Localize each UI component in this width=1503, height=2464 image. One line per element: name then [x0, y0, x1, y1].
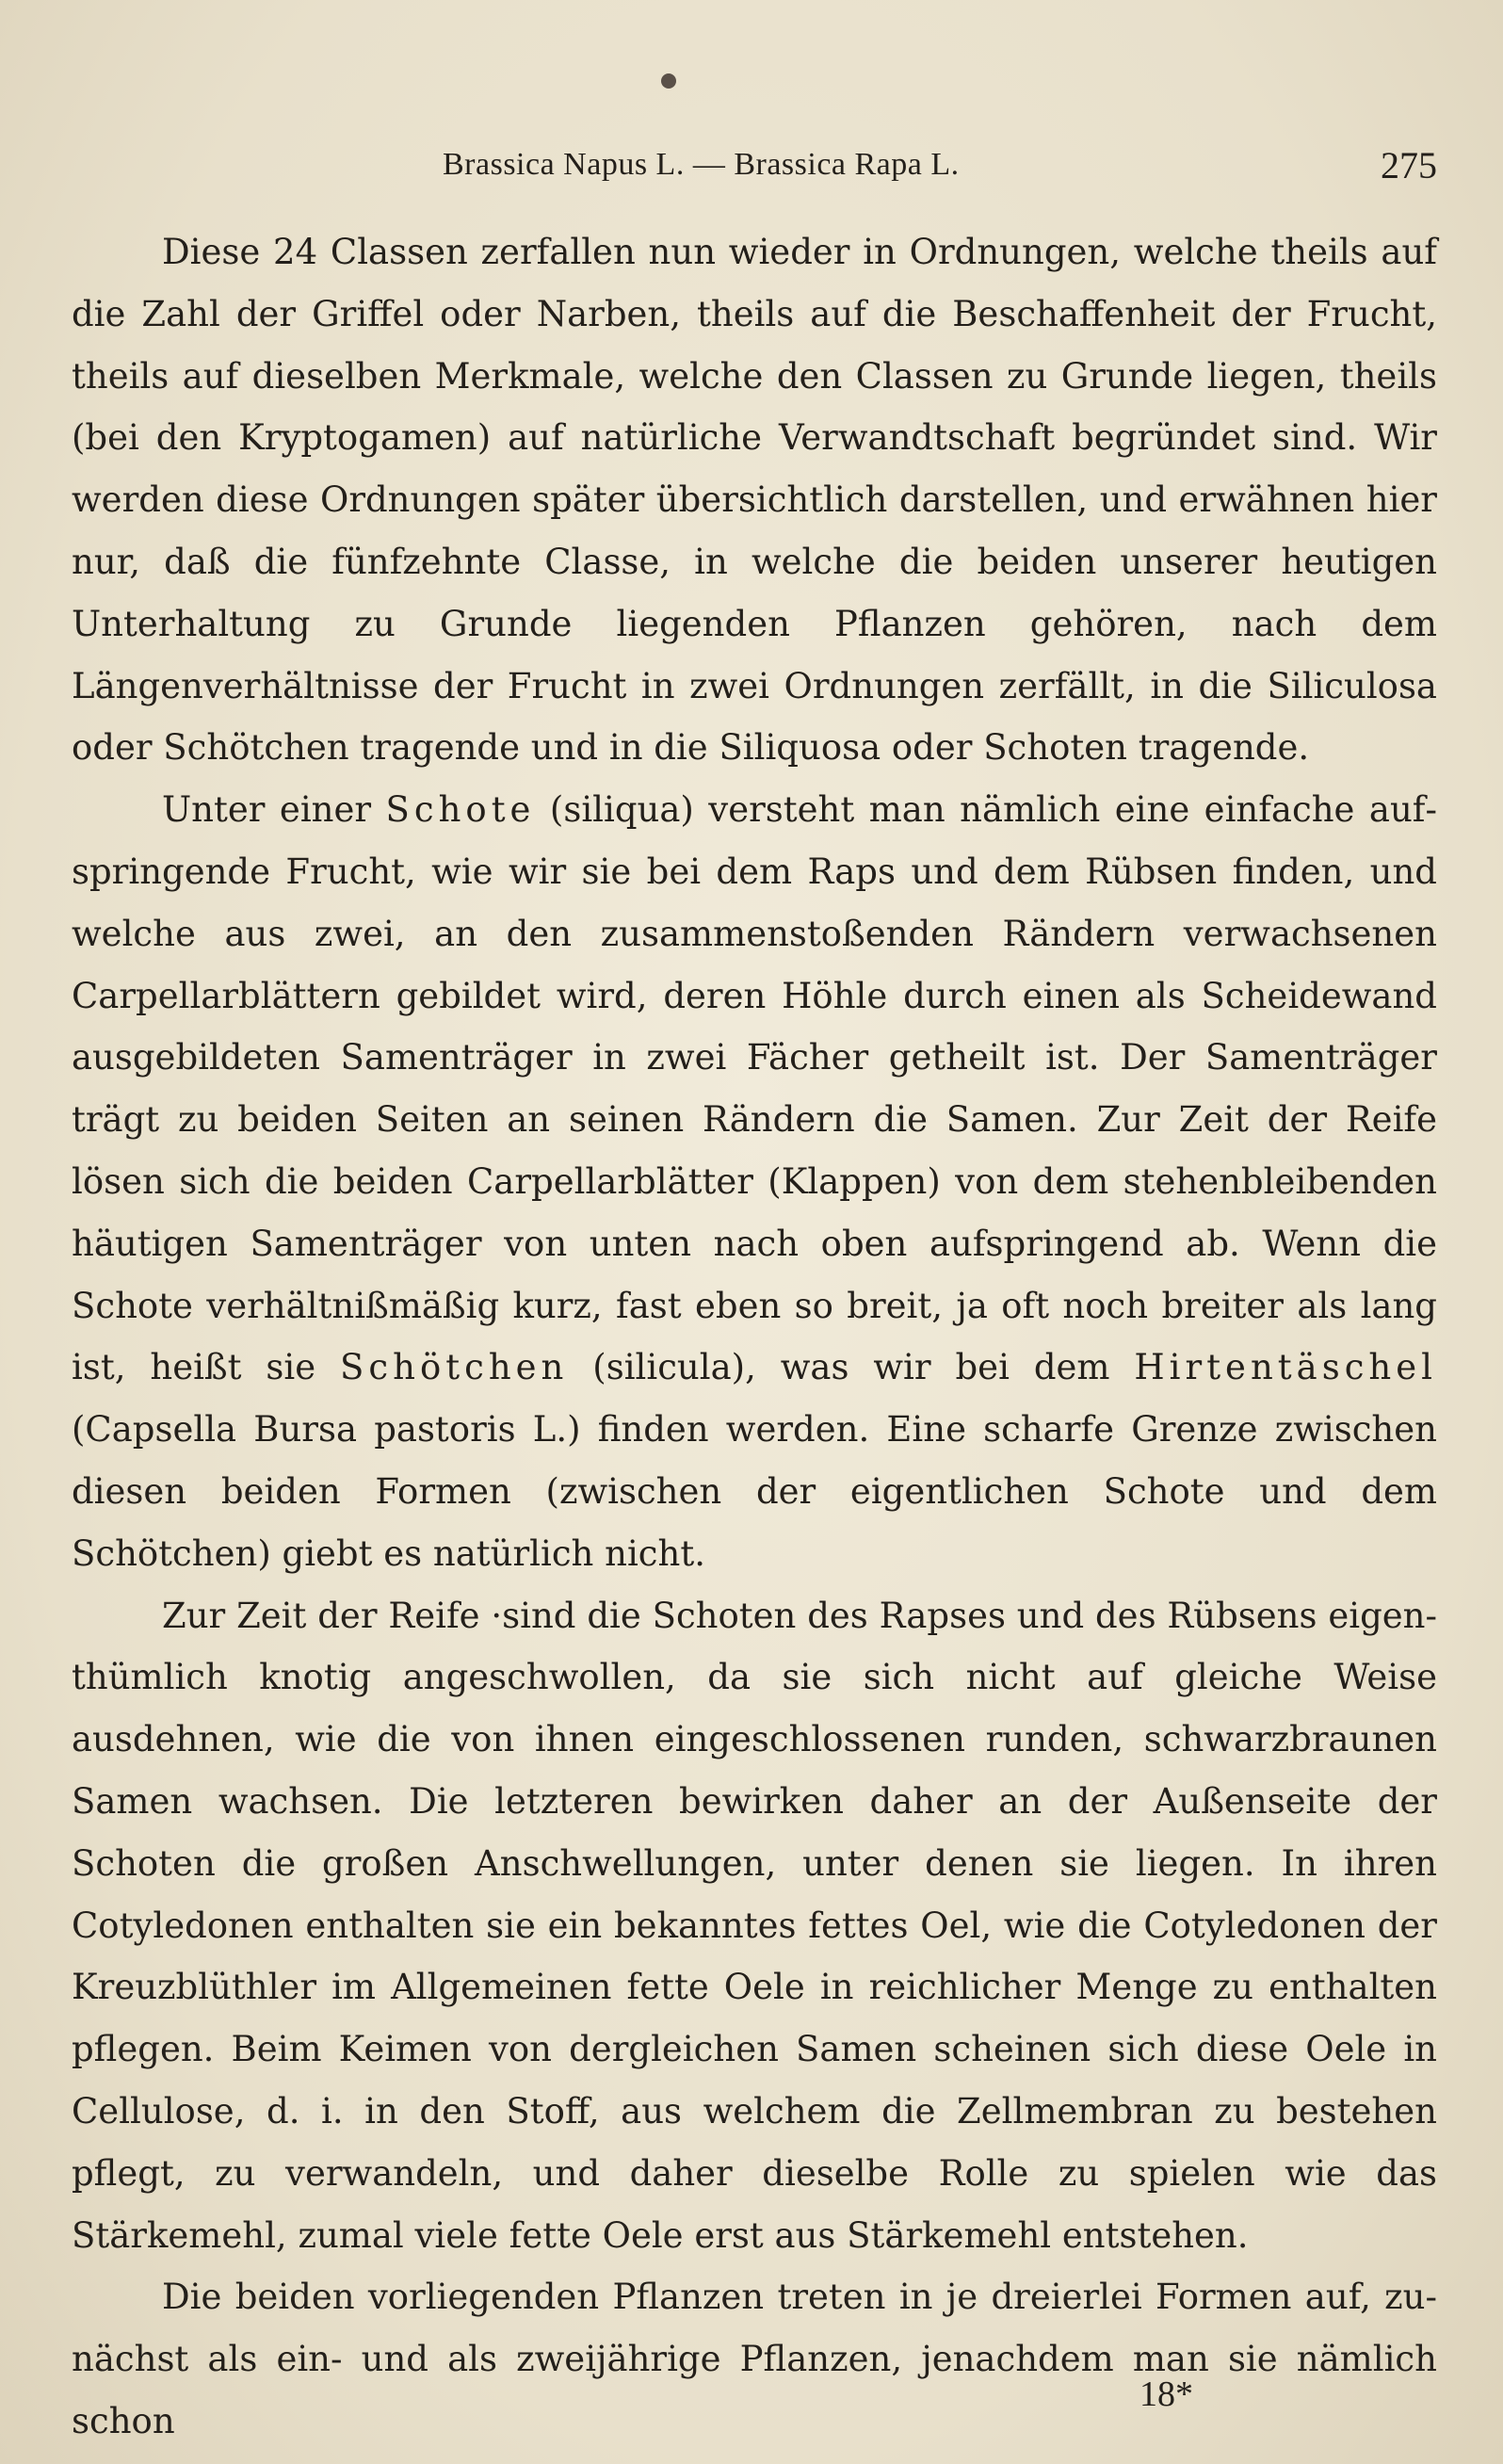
term-schote: Schote	[385, 789, 536, 831]
paragraph-4-text: Die beiden vorliegenden Pflanzen treten in je dreierlei Formen auf, zunächst als ein- und als zweijährige Pflanzen, jenachdem man sie nämlich schon	[72, 2277, 1437, 2441]
printer-signature: 18*	[1139, 2375, 1193, 2414]
paragraph-2-text-g: (Capsella Bursa pastoris L.) finden werden. Eine scharfe Grenze zwischen diesen beiden Formen (zwischen der eigentlichen Schote und dem Schötchen) giebt es natürlich nicht.	[72, 1409, 1437, 1574]
running-head: Brassica Napus L. — Brassica Rapa L.	[443, 147, 960, 182]
paragraph-2-text-a: Unter einer	[162, 789, 386, 831]
page-header	[0, 139, 1503, 196]
paragraph-3	[72, 1585, 1437, 2267]
paragraph-4	[72, 2266, 1437, 2452]
paragraph-2-text-e: (silicula), was wir bei dem	[568, 1347, 1135, 1388]
body-text	[72, 221, 1437, 2453]
paragraph-2-text-c: (siliqua) versteht man nämlich eine einfache aufspringende Frucht, wie wir sie bei dem Raps und dem Rübsen finden, und welche aus zwei, an den zusammenstoßenden Rändern verwachsenen Carpellarblättern gebildet wird, deren Höhle durch einen als Scheidewand ausgebildeten Samenträger in zwei Fächer getheilt ist. Der Samenträger trägt zu beiden Seiten an seinen Rändern die Samen. Zur Zeit der Reife lösen sich die beiden Carpellarblätter (Klappen) von dem stehenbleibenden häutigen Samenträger von unten nach oben aufspringend ab. Wenn die Schote verhältnißmäßig kurz, fast eben so breit, ja oft noch breiter als lang ist, heißt sie	[72, 789, 1437, 1388]
ink-blot-mark	[661, 73, 676, 89]
term-schoetchen: Schötchen	[340, 1347, 569, 1388]
term-hirtentaeschel: Hirtentäschel	[1134, 1347, 1437, 1388]
paragraph-3-text: Zur Zeit der Reife ·sind die Schoten des Rapses und des Rübsens eigenthümlich knotig angeschwollen, da sie sich nicht auf gleiche Weise ausdehnen, wie die von ihnen eingeschlossenen runden, schwarzbraunen Samen wachsen. Die letzteren bewirken daher an der Außenseite der Schoten die großen Anschwellungen, unter denen sie liegen. In ihren Cotyledonen enthalten sie ein bekanntes fettes Oel, wie die Cotyledonen der Kreuzblüthler im Allgemeinen fette Oele in reichlicher Menge zu enthalten pflegen. Beim Keimen von dergleichen Samen scheinen sich diese Oele in Cellulose, d. i. in den Stoff, aus welchem die Zellmembran zu bestehen pflegt, zu verwandeln, und daher dieselbe Rolle zu spielen wie das Stärkemehl, zumal viele fette Oele erst aus Stärkemehl entstehen.	[72, 1595, 1437, 2256]
page-number: 275	[1381, 144, 1437, 186]
paragraph-1-text: Diese 24 Classen zerfallen nun wieder in Ordnungen, welche theils auf die Zahl der Griffel oder Narben, theils auf die Beschaffenheit der Frucht, theils auf dieselben Merkmale, welche den Classen zu Grunde liegen, theils (bei den Kryptogamen) auf natürliche Verwandtschaft begründet sind. Wir werden diese Ordnungen später übersichtlich darstellen, und erwähnen hier nur, daß die fünfzehnte Classe, in welche die beiden unserer heutigen Unterhaltung zu Grunde liegenden Pflanzen gehören, nach dem Längenverhältnisse der Frucht in zwei Ordnungen zerfällt, in die Siliculosa oder Schötchen tragende und in die Siliquosa oder Schoten tragende.	[72, 232, 1437, 769]
paragraph-2	[72, 779, 1437, 1584]
paragraph-1	[72, 221, 1437, 779]
